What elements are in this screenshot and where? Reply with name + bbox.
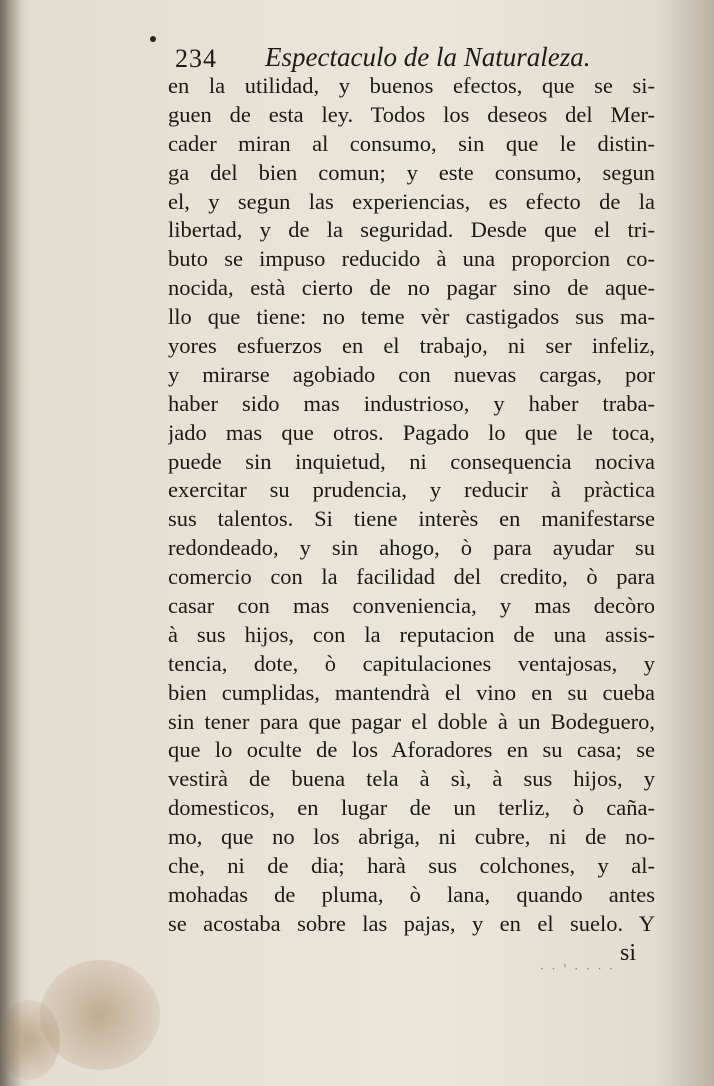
text-line: haber sido mas industrioso, y haber traba- (168, 390, 655, 416)
text-line: cader miran al consumo, sin que le distin- (168, 130, 655, 156)
text-line: ga del bien comun; y este consumo, segun (168, 159, 655, 185)
text-line: sus talentos. Si tiene interès en manifestarse (168, 506, 655, 532)
text-line: vestirà de buena tela à sì, à sus hijos, y (168, 766, 655, 792)
catchword: si (620, 940, 637, 966)
text-line: mo, que no los abriga, ni cubre, ni de no- (168, 824, 655, 850)
text-line: exercitar su prudencia, y reducir à pràctica (168, 477, 655, 503)
text-line: el, y segun las experiencias, es efecto de la (168, 188, 655, 214)
text-line: guen de esta ley. Todos los deseos del Mer- (168, 101, 655, 127)
text-line: mohadas de pluma, ò lana, quando antes (168, 881, 655, 907)
ink-bleed-mark: · · ' · · · · (540, 962, 616, 976)
text-line: che, ni de dia; harà sus colchones, y al- (168, 853, 655, 879)
body-text (168, 72, 655, 939)
text-line: buto se impuso reducido à una proporcion co- (168, 246, 655, 272)
spine-shadow (0, 0, 22, 1086)
text-line: à sus hijos, con la reputacion de una assis- (168, 621, 655, 647)
text-line: yores esfuerzos en el trabajo, ni ser infeliz, (168, 333, 655, 359)
text-line: comercio con la facilidad del credito, ò para (168, 564, 655, 590)
running-title: Espectaculo de la Naturaleza. (265, 42, 591, 72)
page-number: 234 (175, 44, 217, 73)
text-line: libertad, y de la seguridad. Desde que el tri- (168, 217, 655, 243)
text-line: bien cumplidas, mantendrà el vino en su cueba (168, 679, 655, 705)
text-line: domesticos, en lugar de un terliz, ò caña- (168, 795, 655, 821)
text-line: redondeado, y sin ahogo, ò para ayudar su (168, 535, 655, 561)
text-line: que lo oculte de los Aforadores en su casa; se (168, 737, 655, 763)
text-line: sin tener para que pagar el doble à un Bodeguero, (168, 708, 655, 734)
text-line: llo que tiene: no teme vèr castigados sus ma- (168, 304, 655, 330)
text-line: en la utilidad, y buenos efectos, que se si- (168, 73, 655, 98)
ink-speck (150, 36, 156, 42)
text-line: jado mas que otros. Pagado lo que le toca, (168, 419, 655, 445)
text-line: se acostaba sobre las pajas, y en el suelo. Y (168, 910, 655, 936)
text-line: puede sin inquietud, ni consequencia nociva (168, 448, 655, 474)
text-line: tencia, dote, ò capitulaciones ventajosas, y (168, 650, 655, 676)
text-line: nocida, està cierto de no pagar sino de aque- (168, 275, 655, 301)
text-line: casar con mas conveniencia, y mas decòro (168, 593, 655, 619)
foxing-stain (0, 1000, 60, 1080)
text-line: y mirarse agobiado con nuevas cargas, por (168, 361, 655, 387)
